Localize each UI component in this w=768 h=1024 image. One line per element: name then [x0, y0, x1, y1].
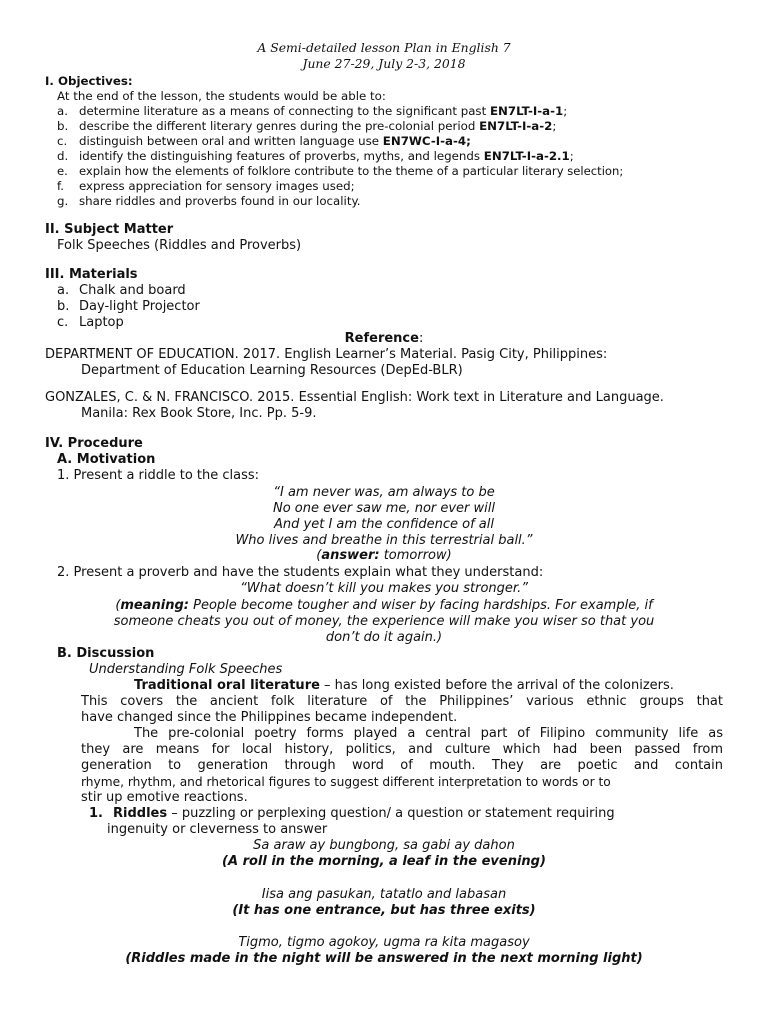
objective-tail: ;	[569, 149, 574, 163]
riddle-example-translation: (Riddles made in the night will be answered in the next morning light)	[125, 951, 643, 966]
paragraph-line: This covers the ancient folk literature of the Philippines’ various ethnic groups that	[81, 694, 723, 709]
material-item	[57, 315, 124, 331]
objective-item	[57, 179, 355, 194]
material-text: Day-light Projector	[79, 299, 200, 314]
objective-item	[57, 119, 556, 134]
procedure-heading: IV. Procedure	[45, 436, 143, 451]
riddle-answer	[0, 548, 768, 564]
document-title: A Semi-detailed lesson Plan in English 7	[257, 40, 511, 55]
objective-marker: f.	[57, 179, 65, 193]
term-traditional-oral-literature: Traditional oral literature	[134, 678, 320, 693]
paragraph-line: rhyme, rhythm, and rhetorical figures to suggest different interpretation to words or to	[81, 775, 611, 789]
reference-heading-colon: :	[418, 331, 424, 346]
competency-code: EN7LT-I-a-1	[489, 104, 564, 118]
reference-entry-line: DEPARTMENT OF EDUCATION. 2017. English Learner’s Material. Pasig City, Philippines:	[45, 347, 608, 362]
objective-marker: a.	[57, 104, 68, 118]
objective-marker: c.	[57, 134, 68, 148]
proverb-meaning	[0, 598, 768, 614]
term-riddles: Riddles	[113, 806, 168, 821]
objectives-heading: I. Objectives:	[45, 74, 133, 88]
riddle-line: No one ever saw me, nor ever will	[272, 501, 496, 516]
riddles-definition-line: ingenuity or cleverness to answer	[107, 822, 328, 837]
paragraph-text: – has long existed before the arrival of the colonizers.	[319, 678, 674, 693]
reference-entry-line: GONZALES, C. & N. FRANCISCO. 2015. Essential English: Work text in Literature and Language.	[45, 390, 664, 405]
reference-entry-line: Manila: Rex Book Store, Inc. Pp. 5-9.	[81, 406, 317, 421]
riddles-marker: 1.	[89, 806, 103, 821]
objective-marker: g.	[57, 194, 69, 208]
objective-marker: d.	[57, 149, 69, 163]
proverb-meaning-line: someone cheats you out of money, the experience will make you wiser so that you	[113, 614, 655, 629]
objective-marker: b.	[57, 119, 69, 133]
subject-matter-heading: II. Subject Matter	[45, 222, 174, 237]
objective-text: share riddles and proverbs found in our locality.	[79, 194, 361, 208]
objective-item	[57, 164, 623, 179]
competency-code: EN7LT-I-a-2.1	[483, 149, 570, 163]
paragraph-line: have changed since the Philippines became independent.	[81, 710, 458, 725]
riddles-definition-text: – puzzling or perplexing question/ a question or statement requiring	[167, 806, 615, 821]
objective-item	[57, 104, 567, 119]
answer-text: tomorrow)	[379, 548, 452, 563]
reference-heading	[0, 331, 768, 347]
reference-heading-label: Reference	[344, 331, 419, 346]
answer-label: answer:	[321, 548, 380, 563]
objective-text: describe the different literary genres during the pre-colonial period	[79, 119, 480, 133]
riddle-line: And yet I am the confidence of all	[274, 517, 494, 532]
objective-item	[57, 194, 361, 209]
paragraph-line	[134, 678, 674, 694]
paragraph-line: stir up emotive reactions.	[81, 790, 248, 805]
objective-text: identify the distinguishing features of proverbs, myths, and legends	[79, 149, 484, 163]
material-item	[57, 283, 186, 299]
motivation-heading: A. Motivation	[57, 452, 156, 467]
objective-text: explain how the elements of folklore contribute to the theme of a particular literary selection;	[79, 164, 624, 178]
reference-entry-line: Department of Education Learning Resources (DepEd-BLR)	[81, 363, 463, 378]
objective-text: express appreciation for sensory images used;	[79, 179, 355, 193]
materials-heading: III. Materials	[45, 267, 138, 282]
material-marker: b.	[57, 299, 70, 314]
subject-matter-text: Folk Speeches (Riddles and Proverbs)	[57, 238, 302, 253]
competency-code: EN7WC-I-a-4;	[382, 134, 471, 148]
discussion-subheading: Understanding Folk Speeches	[89, 662, 283, 677]
material-text: Laptop	[79, 315, 124, 330]
objective-marker: e.	[57, 164, 68, 178]
objective-text: determine literature as a means of connecting to the significant past	[79, 104, 490, 118]
riddle-example-original: Sa araw ay bungbong, sa gabi ay dahon	[253, 838, 515, 853]
riddle-example-translation: (It has one entrance, but has three exits)	[232, 903, 536, 918]
answer-open: (	[316, 548, 322, 563]
objective-item	[57, 149, 574, 164]
material-marker: c.	[57, 315, 69, 330]
motivation-step-1: 1. Present a riddle to the class:	[57, 468, 260, 483]
paragraph-line: The pre-colonial poetry forms played a central part of Filipino community life as	[134, 726, 723, 741]
material-item	[57, 299, 200, 315]
objectives-intro: At the end of the lesson, the students would be able to:	[57, 89, 386, 103]
proverb-meaning-line: don’t do it again.)	[325, 630, 443, 645]
material-text: Chalk and board	[79, 283, 186, 298]
riddle-example-original: Tigmo, tigmo agokoy, ugma ra kita magasoy	[238, 935, 530, 950]
objective-tail: ;	[552, 119, 557, 133]
meaning-open: (	[115, 598, 121, 613]
meaning-label: meaning:	[120, 598, 189, 613]
riddle-line: Who lives and breathe in this terrestrial ball.”	[235, 533, 533, 548]
paragraph-line: they are means for local history, politics, and culture which had been passed from	[81, 742, 723, 757]
motivation-step-2: 2. Present a proverb and have the students explain what they understand:	[57, 565, 544, 580]
riddle-example-original: Iisa ang pasukan, tatatlo and labasan	[261, 887, 507, 902]
objective-item	[57, 134, 471, 149]
meaning-text: People become tougher and wiser by facing hardships. For example, if	[189, 598, 653, 613]
riddles-definition	[89, 806, 615, 822]
paragraph-line: generation to generation through word of mouth. They are poetic and contain	[81, 758, 723, 773]
competency-code: EN7LT-I-a-2	[479, 119, 553, 133]
objective-tail: ;	[563, 104, 568, 118]
riddle-example-translation: (A roll in the morning, a leaf in the evening)	[222, 854, 546, 869]
document-dates: June 27-29, July 2-3, 2018	[302, 56, 466, 71]
proverb-text: “What doesn’t kill you makes you stronger.”	[240, 581, 528, 596]
material-marker: a.	[57, 283, 70, 298]
riddle-line: “I am never was, am always to be	[273, 485, 495, 500]
discussion-heading: B. Discussion	[57, 646, 155, 661]
objective-text: distinguish between oral and written language use	[79, 134, 383, 148]
